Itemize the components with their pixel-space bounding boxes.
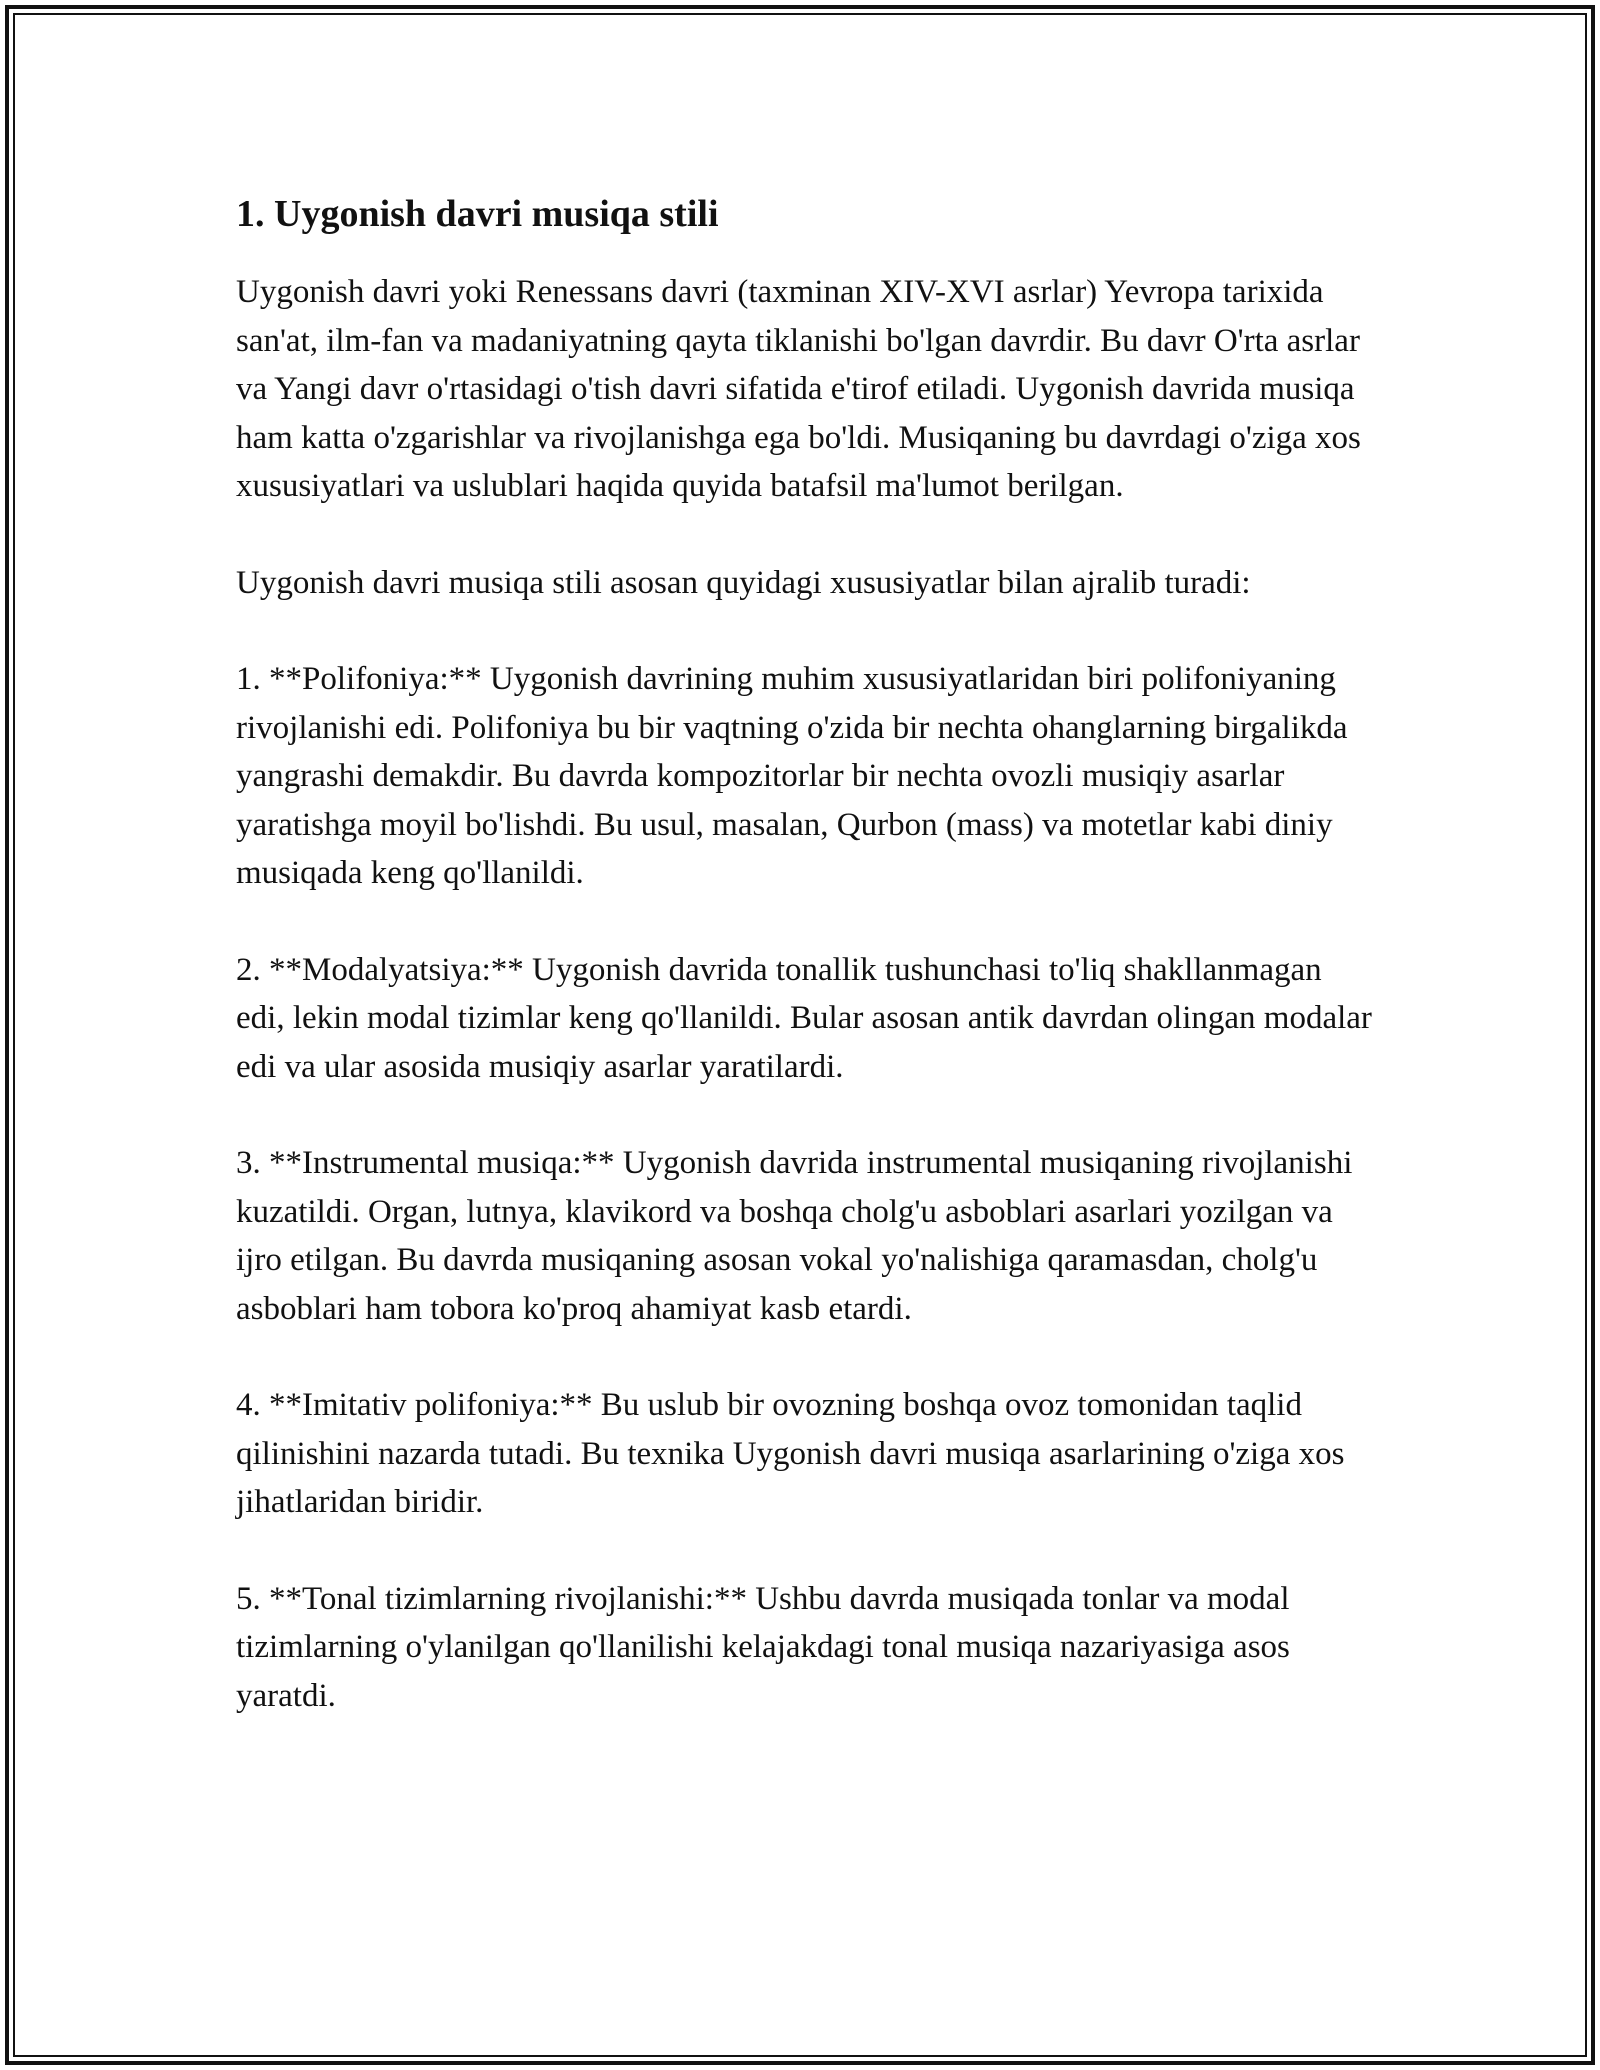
feature-tonal-paragraph: 5. **Tonal tizimlarning rivojlanishi:** Ushbu davrda musiqada tonlar va modal tizimlarning o'ylanilgan qo'llanilishi kelajakdagi tonal musiqa nazariyasiga asos yaratdi.	[236, 1580, 1290, 1714]
document-body	[236, 186, 1376, 1720]
feature-instrumental-paragraph: 3. **Instrumental musiqa:** Uygonish davrida instrumental musiqaning rivojlanishi kuzatildi. Organ, lutnya, klavikord va boshqa cholg'u asboblari asarlari yozilgan va ijro etilgan. Bu davrda musiqaning asosan vokal yo'nalishiga qaramasdan, cholg'u asboblari ham tobora ko'proq ahamiyat kasb etardi.	[236, 1145, 1353, 1327]
intro-paragraph: Uygonish davri yoki Renessans davri (taxminan XIV-XVI asrlar) Yevropa tarixida san'at, ilm-fan va madaniyatning qayta tiklanishi bo'lgan davrdir. Bu davr O'rta asrlar va Yangi davr o'rtasidagi o'tish davri sifatida e'tirof etiladi. Uygonish davrida musiqa ham katta o'zgarishlar va rivojlanishga ega bo'ldi. Musiqaning bu davrdagi o'ziga xos xususiyatlari va uslublari haqida quyida batafsil ma'lumot berilgan.	[236, 274, 1361, 504]
feature-imitativ-paragraph: 4. **Imitativ polifoniya:** Bu uslub bir ovozning boshqa ovoz tomonidan taqlid qilinishini nazarda tutadi. Bu texnika Uygonish davri musiqa asarlarining o'ziga xos jihatlaridan biridir.	[236, 1387, 1345, 1520]
features-lead-paragraph: Uygonish davri musiqa stili asosan quyidagi xususiyatlar bilan ajralib turadi:	[236, 564, 1251, 601]
section-heading: 1. Uygonish davri musiqa stili	[236, 193, 719, 235]
feature-polifoniya-paragraph: 1. **Polifoniya:** Uygonish davrining muhim xususiyatlaridan biri polifoniyaning rivojlanishi edi. Polifoniya bu bir vaqtning o'zida bir nechta ohanglarning birgalikda yangrashi demakdir. Bu davrda kompozitorlar bir nechta ovozli musiqiy asarlar yaratishga moyil bo'lishdi. Bu usul, masalan, Qurbon (mass) va motetlar kabi diniy musiqada keng qo'llanildi.	[236, 661, 1348, 891]
feature-modalyatsiya-paragraph: 2. **Modalyatsiya:** Uygonish davrida tonallik tushunchasi to'liq shakllanmagan edi, lekin modal tizimlar keng qo'llanildi. Bular asosan antik davrdan olingan modalar edi va ular asosida musiqiy asarlar yaratilardi.	[236, 951, 1372, 1085]
